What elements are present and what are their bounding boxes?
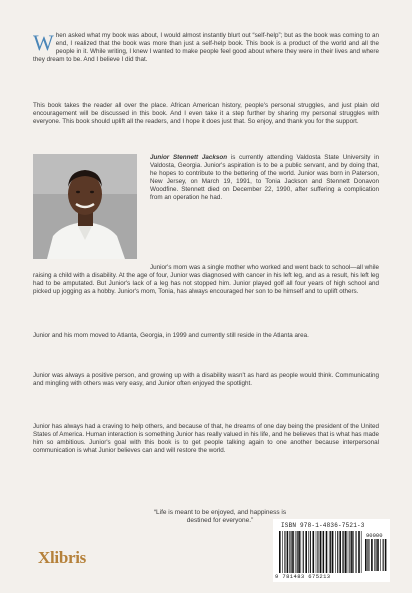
barcode-bar <box>291 531 292 573</box>
closing-quote: “Life is meant to be enjoyed, and happiness is destined for everyone.” <box>153 509 287 525</box>
barcode-bar <box>335 531 336 573</box>
barcode-bar <box>322 531 323 573</box>
addon-barcode <box>365 539 387 571</box>
barcode-bar <box>317 531 318 573</box>
author-photo <box>33 154 137 259</box>
barcode-bar <box>343 531 344 573</box>
barcode-bar <box>385 539 387 571</box>
barcode-bar <box>368 539 369 571</box>
drop-cap: W <box>33 30 54 55</box>
barcode-bar <box>342 531 343 573</box>
barcode-bar <box>330 531 331 573</box>
barcode-bar <box>320 531 322 573</box>
barcode-bar <box>287 531 289 573</box>
barcode-bar <box>351 531 353 573</box>
barcode-bar <box>361 531 362 573</box>
barcode-bar <box>380 539 381 571</box>
publisher-logo: Xlibris <box>38 548 86 567</box>
barcode-bar <box>358 531 360 573</box>
barcode-bar <box>345 531 347 573</box>
barcode-bar <box>326 531 328 573</box>
bio-paragraph-3: Junior and his mom moved to Atlanta, Georgia, in 1999 and currently still reside in the Atlanta area. <box>33 332 309 339</box>
barcode-bar <box>367 539 368 571</box>
barcode-bar <box>289 531 290 573</box>
barcode-bar <box>356 531 357 573</box>
barcode-bar <box>332 531 334 573</box>
barcode-bar <box>376 539 377 571</box>
bio-paragraph-1-text: is currently attending Valdosta State University in Valdosta, Georgia. Junior's aspiration is to be a public servant, and by doing that, he hopes to contribute to the bettering of the world. Junior was born in Paterson, New Jersey, on March 19, 1991, to Tonia Jackson and Stennett Donavon Woodfine. Stennett died on December 22, 1990, after suffering a complication from an operation he had. <box>150 154 379 202</box>
barcode-bar <box>292 531 294 573</box>
barcode-bar <box>371 539 373 571</box>
barcode-bar <box>282 531 283 573</box>
barcode-bar <box>349 531 350 573</box>
barcode-bar <box>308 531 309 573</box>
barcode-box <box>273 519 390 582</box>
barcode-bar <box>297 531 298 573</box>
intro-paragraph-1-text: hen asked what my book was about, I would almost instantly blurt out “self-help”; but as the book was coming to an end, I realized that the book was more than just a self-help book. This book is a product of the world and all the people in it. While writing, I knew I wanted to make people feel good about where they were in their lives and where they dream to be. And I believe I did that. <box>33 32 379 64</box>
barcode-bar <box>329 531 330 573</box>
barcode-bar <box>353 531 354 573</box>
barcode-bar <box>323 531 324 573</box>
barcode-bar <box>279 531 281 573</box>
intro-paragraph-2: This book takes the reader all over the place. African American history, people's personal struggles, and just plain old encouragement will be discussed in this book. And I even take it a step further by sharing my personal struggles with everyone. This book should uplift all the readers, and I hope it does just that. So enjoy, and thank you for the support. <box>33 102 379 126</box>
ean-barcode <box>279 531 363 573</box>
barcode-bar <box>298 531 300 573</box>
barcode-bar <box>310 531 311 573</box>
bio-paragraph-1 <box>150 154 379 203</box>
barcode-bar <box>313 531 315 573</box>
isbn-text: ISBN 978-1-4836-7521-3 <box>281 522 365 529</box>
intro-paragraph-1 <box>33 32 379 64</box>
barcode-bar <box>316 531 317 573</box>
barcode-bar <box>374 539 375 571</box>
price-code: 90000 <box>366 532 383 539</box>
barcode-bar <box>383 539 384 571</box>
barcode-bar <box>365 539 367 571</box>
bio-paragraph-2: Junior's mom was a single mother who worked and went back to school—all while raising a child with a disability. At the age of four, Junior was diagnosed with cancer in his left leg, and as a result, his left leg had to be amputated. But Junior's lack of a leg has not stopped him. Junior played golf all four years of high school and picked up jogging as a hobby. Junior's mom, Tonia, has always encouraged her son to be himself and to uplift others. <box>33 264 379 296</box>
bio-paragraph-4: Junior was always a positive person, and growing up with a disability wasn't as hard as people would think. Communicating and mingling with others was very easy, and Junior often enjoyed the spotlight. <box>33 372 379 388</box>
barcode-bar <box>284 531 285 573</box>
barcode-bar <box>295 531 296 573</box>
barcode-bar <box>348 531 349 573</box>
barcode-bar <box>337 531 338 573</box>
barcode-bar <box>305 531 307 573</box>
barcode-bar <box>301 531 302 573</box>
author-name: Junior Stennett Jackson <box>150 154 228 161</box>
bio-paragraph-5: Junior has always had a craving to help others, and because of that, he dreams of one day being the president of the United States of America. Human interaction is something Junior has really valued in his life, and he believes that is what has made him so ambitious. Junior's goal with this book is to get people talking again to one another because interpersonal communication is what Junior believes can and will restore the world. <box>33 423 379 455</box>
barcode-bar <box>303 531 304 573</box>
barcode-bar <box>377 539 379 571</box>
barcode-bar <box>339 531 341 573</box>
author-portrait-illustration <box>33 154 137 259</box>
barcode-digits: 9 781483 675213 <box>275 573 331 580</box>
